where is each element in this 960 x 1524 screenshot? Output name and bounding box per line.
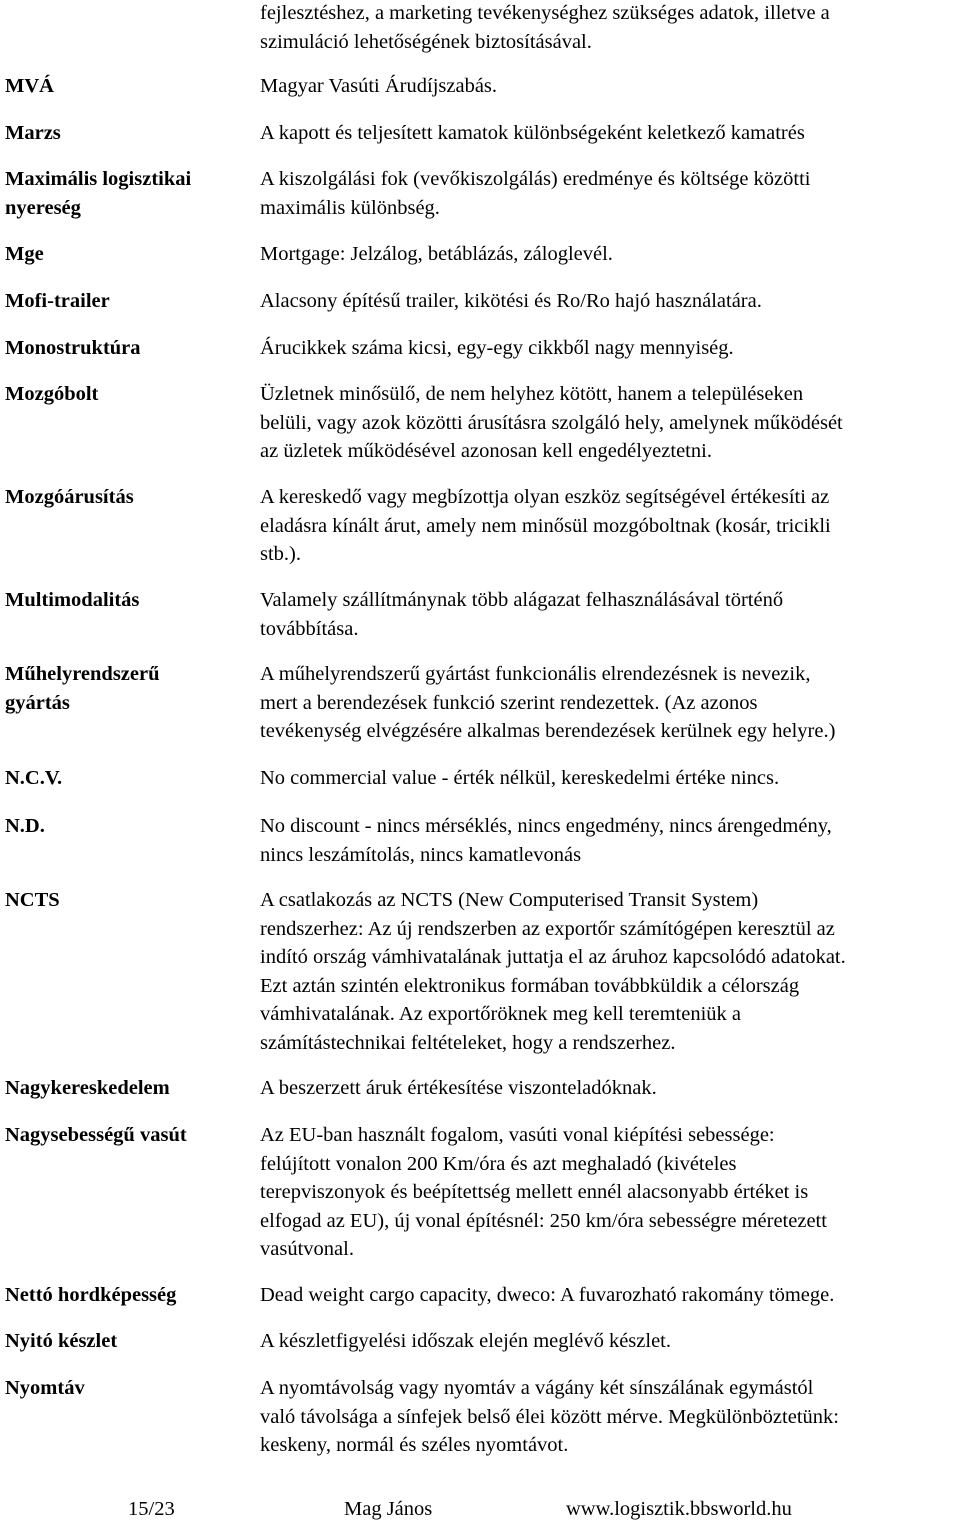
definition: Üzletnek minősülő, de nem helyhez kötött, hanem a településeken belüli, vagy azok közötti árusításra szolgáló hely, amelynek működését az üzletek működésével azonosan kell engedélyeztetni. xyxy=(260,383,843,462)
definition: No discount - nincs mérséklés, nincs engedmény, nincs árengedmény, nincs leszámítolás, nincs kamatlevonás xyxy=(260,815,832,866)
definition: No commercial value - érték nélkül, kereskedelmi értéke nincs. xyxy=(260,767,780,789)
page-number: 15/23 xyxy=(128,1498,175,1520)
term: N.D. xyxy=(5,815,45,837)
definition: Mortgage: Jelzálog, betáblázás, záloglevél. xyxy=(260,243,613,265)
website-link[interactable]: www.logisztik.bbsworld.hu xyxy=(566,1498,792,1520)
term: Nyomtáv xyxy=(5,1377,85,1399)
definition: Dead weight cargo capacity, dweco: A fuvarozható rakomány tömege. xyxy=(260,1284,835,1306)
term: Műhelyrendszerű gyártás xyxy=(5,663,160,714)
definition: Alacsony építésű trailer, kikötési és Ro/Ro hajó használatára. xyxy=(260,290,762,312)
definition: A beszerzett áruk értékesítése viszonteladóknak. xyxy=(260,1077,657,1099)
definition: A kapott és teljesített kamatok különbségeként keletkező kamatrés xyxy=(260,122,805,144)
term: NCTS xyxy=(5,889,60,911)
intro-line: fejlesztéshez, a marketing tevékenységhez szükséges adatok, illetve a xyxy=(260,2,830,24)
author-name: Mag János xyxy=(344,1498,433,1520)
term: Nagysebességű vasút xyxy=(5,1124,187,1146)
intro-continuation xyxy=(260,0,960,56)
term: Mofi-trailer xyxy=(5,290,110,312)
term: Nettó hordképesség xyxy=(5,1284,177,1306)
page-footer xyxy=(0,1495,960,1523)
term: Mozgóárusítás xyxy=(5,486,134,508)
definition: A készletfigyelési időszak elején meglévő készlet. xyxy=(260,1330,671,1352)
definition: Valamely szállítmánynak több alágazat felhasználásával történő továbbítása. xyxy=(260,589,784,640)
term: Mge xyxy=(5,243,44,265)
definition: A kiszolgálási fok (vevőkiszolgálás) eredménye és költsége közötti maximális különbség. xyxy=(260,168,811,219)
definition: Az EU-ban használt fogalom, vasúti vonal kiépítési sebessége: felújított vonalon 200 Km/óra és azt meghaladó (kivételes terepviszonyok és beépítettség mellett ennél alacsonyabb értéket is elfogad az EU), új vonal építésnél: 250 km/óra sebességre méretezett vasútvonal. xyxy=(260,1124,827,1260)
intro-line: szimuláció lehetőségének biztosításával. xyxy=(260,30,592,53)
term: Nyitó készlet xyxy=(5,1330,118,1352)
term: MVÁ xyxy=(5,75,54,97)
term: Marzs xyxy=(5,122,61,144)
term: Multimodalitás xyxy=(5,589,140,611)
definition: A műhelyrendszerű gyártást funkcionális elrendezésnek is nevezik, mert a berendezések funkció szerint rendezettek. (Az azonos tevékenység elvégzésére alkalmas berendezések kerülnek egy helyre.) xyxy=(260,663,836,742)
definition: A kereskedő vagy megbízottja olyan eszköz segítségével értékesíti az eladásra kínált árut, amely nem minősül mozgóboltnak (kosár, tricikli stb.). xyxy=(260,486,831,565)
term: Maximális logisztikai nyereség xyxy=(5,168,192,219)
term: Mozgóbolt xyxy=(5,383,99,405)
definition: A csatlakozás az NCTS (New Computerised Transit System) rendszerhez: Az új rendszerben az exportőr számítógépen keresztül az indító ország vámhivatalának juttatja el az áruhoz kapcsolódó adatokat. Ezt aztán szintén elektronikus formában továbbküldik a célország vámhivatalának. Az exportőröknek meg kell teremteniük a számítástechnikai feltételeket, hogy a rendszerhez. xyxy=(260,889,846,1054)
definition: Árucikkek száma kicsi, egy-egy cikkből nagy mennyiség. xyxy=(260,337,734,359)
term: N.C.V. xyxy=(5,767,63,789)
term: Monostruktúra xyxy=(5,337,141,359)
term: Nagykereskedelem xyxy=(5,1077,170,1099)
definition: Magyar Vasúti Árudíjszabás. xyxy=(260,75,498,97)
definition: A nyomtávolság vagy nyomtáv a vágány két sínszálának egymástól való távolsága a sínfejek belső élei között mérve. Megkülönböztetünk: keskeny, normál és széles nyomtávot. xyxy=(260,1377,839,1456)
